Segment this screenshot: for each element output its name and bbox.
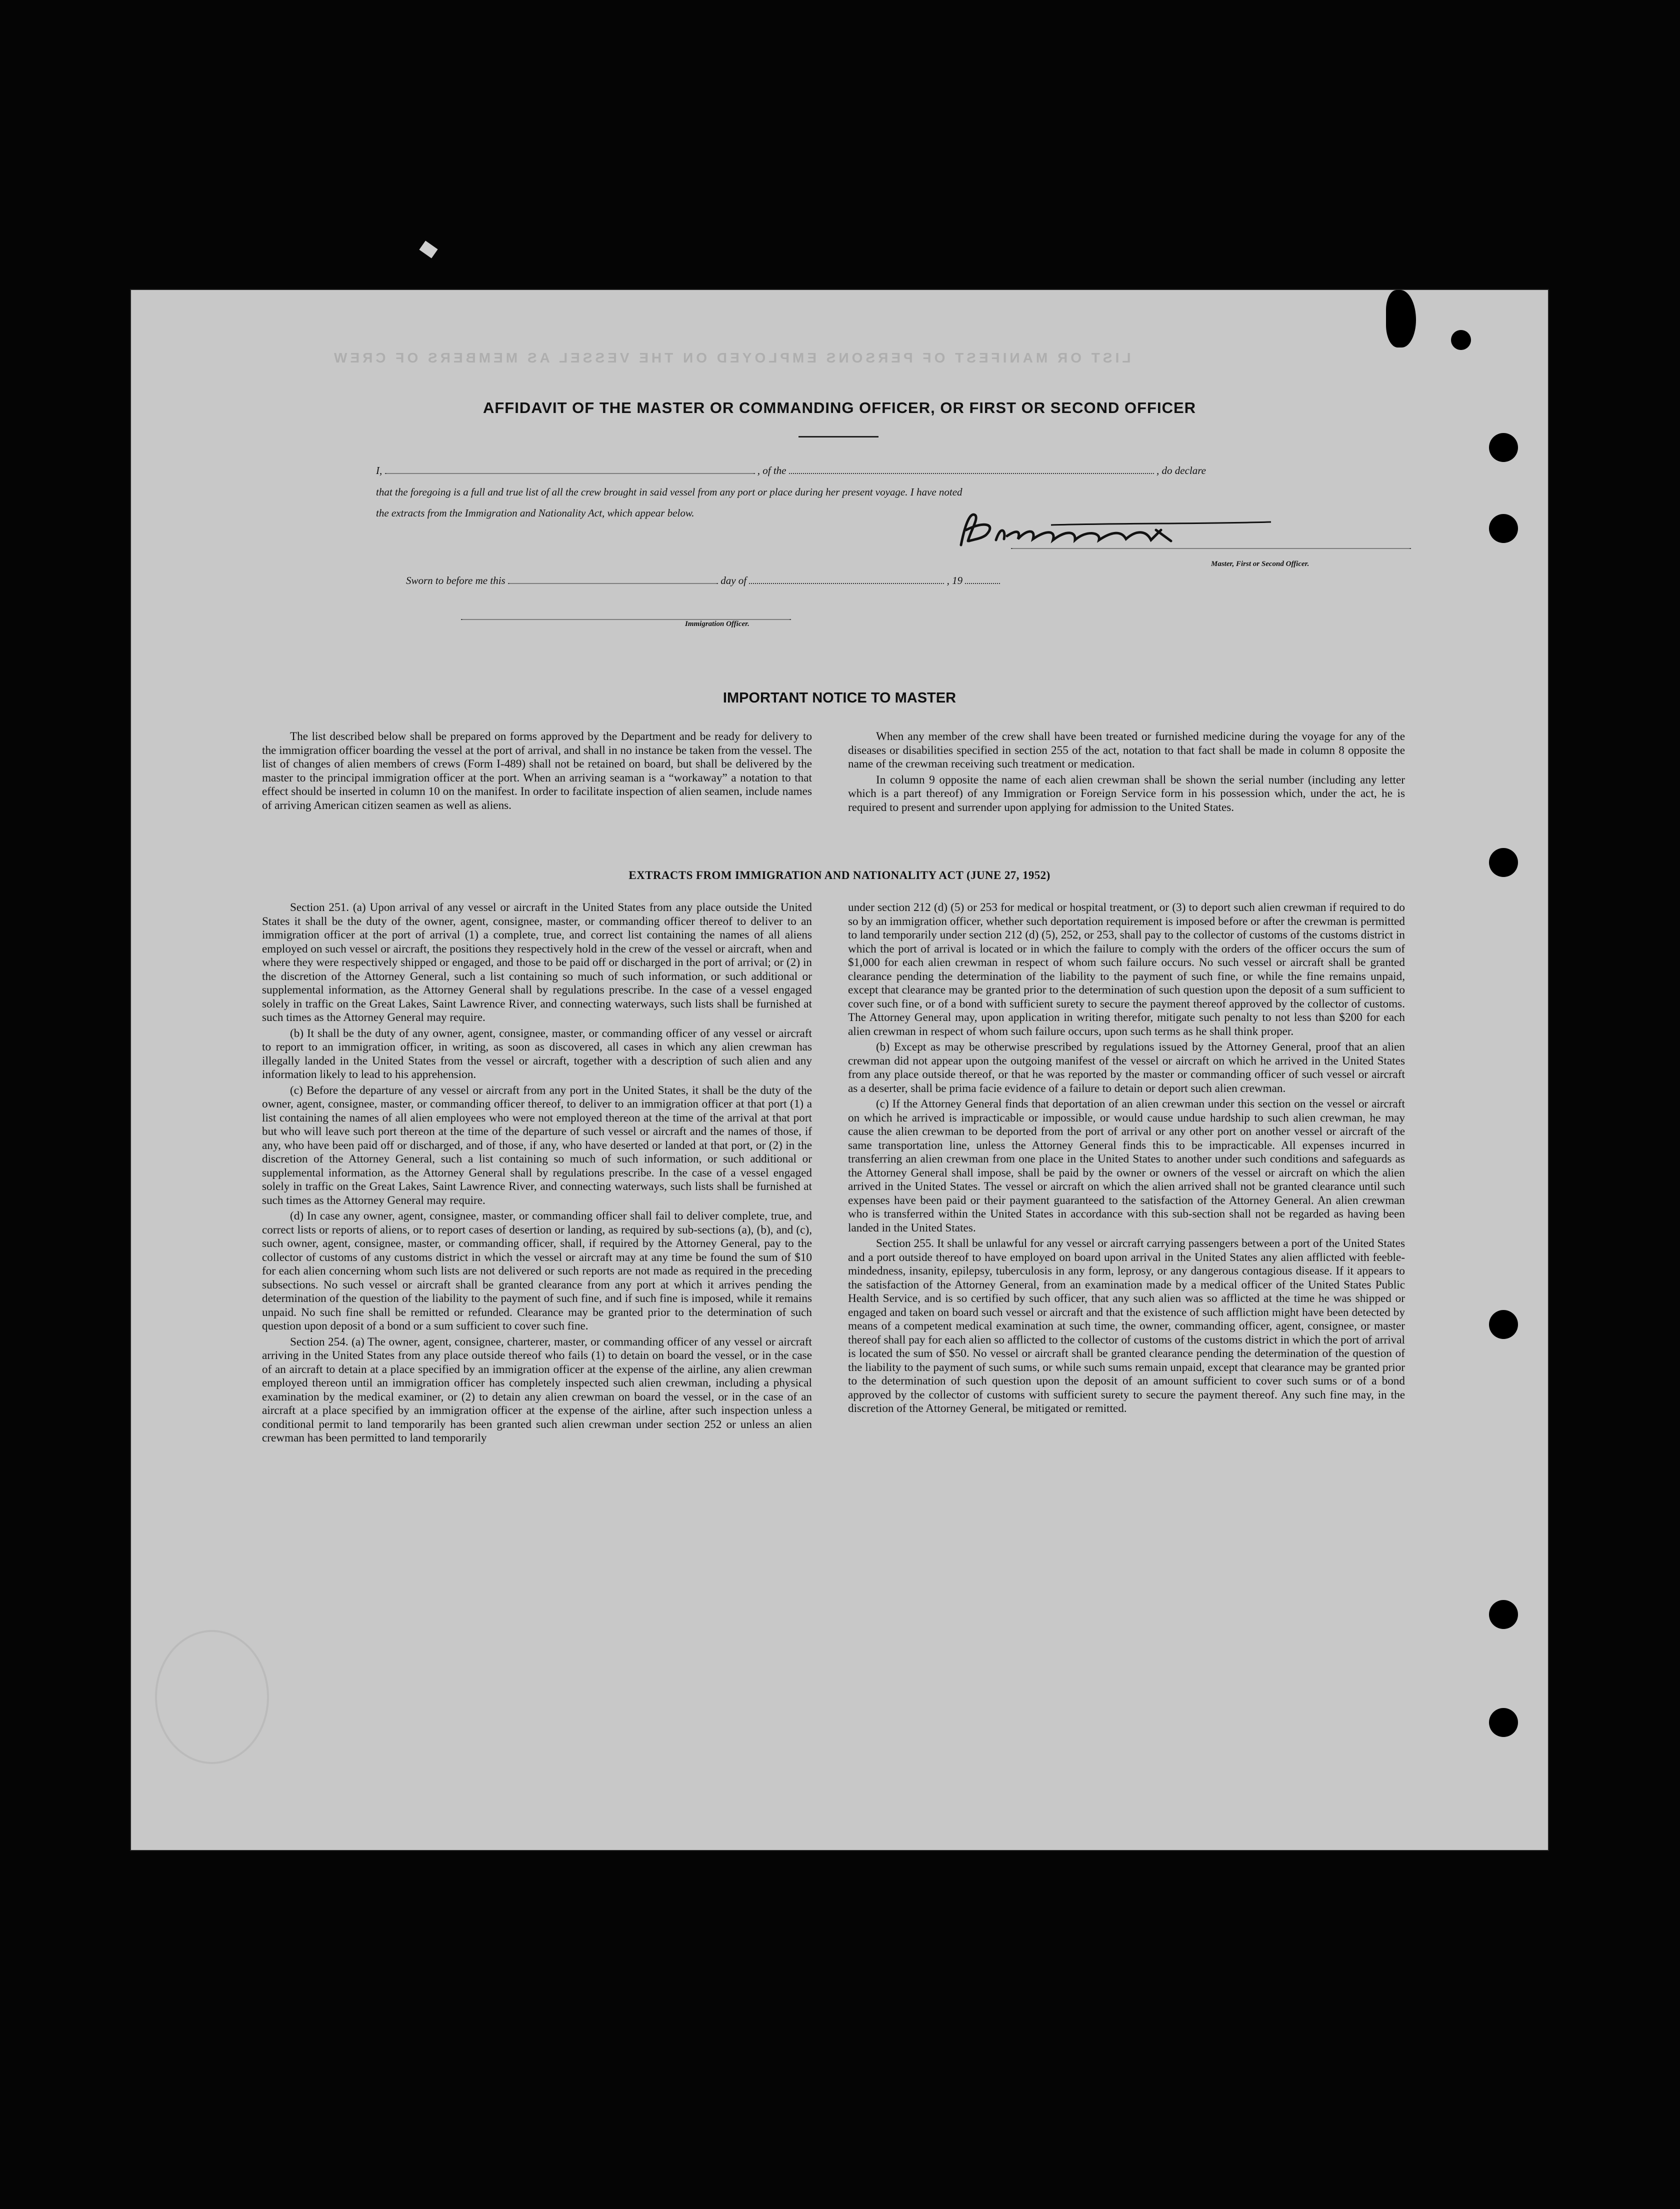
extract-paragraph: (b) It shall be the duty of any owner, agent, consignee, master, or commanding officer of any vessel or aircraft to report to an immigration officer, in writing, as soon as discovered, all cases in which any alien crewman has illegally landed in the United States from the vessel or aircraft, together with a description of such alien and any information likely to lead to his apprehension. — [262, 1026, 812, 1081]
extract-paragraph: Section 255. It shall be unlawful for any vessel or aircraft carrying passengers between a port of the United States and a port outside thereof to have employed on board upon arrival in the United States any alien afflicted with feeble-mindedness, insanity, epilepsy, tuberculosis in any form, leprosy, or any dangerous contagious disease. If it appears to the satisfaction of the Attorney General, from an examination made by a medical officer of the United States Public Health Service, and is so certified by such officer, that any such alien was so afflicted at the time he was shipped or engaged and taken on board such vessel or aircraft and that the existence of such affliction might have been detected by means of a competent medical examination at such time, the owner, commanding officer, agent, consignee, or master thereof shall pay for each alien so afflicted to the collector of customs of the customs district in which the port of arrival is located the sum of $50. No vessel or aircraft shall be granted clearance pending the determination of the question of the liability to the payment of such sums, or while such sums remain unpaid, except that clearance may be granted prior to the determination of such question upon the deposit of an amount sufficient to cover such sums or of a bond approved by the collector of customs with sufficient surety to secure the payment thereof. Any such fine may, in the discretion of the Attorney General, be mitigated or remitted. — [848, 1237, 1405, 1415]
sworn-day-blank — [508, 574, 718, 584]
punch-hole — [1489, 514, 1518, 543]
sworn-month-blank — [749, 574, 944, 584]
sworn-year: , 19 — [946, 574, 963, 586]
extract-paragraph: Section 251. (a) Upon arrival of any vessel or aircraft in the United States from any place outside the United States it shall be the duty of the owner, agent, consignee, master, or commanding officer thereof to deliver to an immigration officer at the port of arrival (1) a complete, true, and correct list containing the names of all aliens employed on such vessel or aircraft, the positions they respectively hold in the crew of the vessel or aircraft, when and where they were respectively shipped or engaged, and those to be paid off or discharged in the port of arrival; or (2) in the discretion of the Attorney General, such a list containing so much of such information, or such additional or supplemental information, as the Attorney General shall by regulations prescribe. In the case of a vessel engaged solely in traffic on the Great Lakes, Saint Lawrence River, and connecting waterways, such lists shall be furnished at such times as the Attorney General may require. — [262, 901, 812, 1024]
affidavit-statement-line-2: the extracts from the Immigration and Nationality Act, which appear below. — [376, 507, 694, 519]
punch-hole — [1489, 1708, 1518, 1737]
signature-label: Master, First or Second Officer. — [1211, 560, 1310, 568]
notice-paragraph: When any member of the crew shall have been treated or furnished medicine during the voyage for any of the diseases or disabilities specified in section 255 of the act, notation to that fact shall be made in column 8 opposite the name of the crewman receiving such treatment or medication. — [848, 730, 1405, 770]
affidavit-do-declare: , do declare — [1156, 464, 1206, 476]
vessel-blank — [789, 464, 1154, 474]
affidavit-statement-line: that the foregoing is a full and true list of all the crew brought in said vessel from any port or place during her present voyage. I have noted — [376, 486, 962, 498]
punch-hole — [1489, 433, 1518, 462]
bleed-through-heading: LIST OR MANIFEST OF PERSONS EMPLOYED ON THE VESSEL AS MEMBERS OF CREW — [331, 350, 1131, 366]
ink-blot — [1386, 290, 1416, 348]
sworn-day-of: day of — [720, 574, 747, 586]
name-blank — [385, 464, 755, 474]
scan-artifact — [419, 240, 438, 258]
officer-signature-line — [461, 610, 791, 620]
notice-left-column — [262, 730, 812, 814]
punch-hole — [1489, 1310, 1518, 1339]
extract-paragraph: (d) In case any owner, agent, consignee, master, or commanding officer shall fail to deliver complete, true, and correct lists or reports of aliens, or to report cases of desertion or landing, as required by sub-sections (a), (b), and (c), such owner, agent, consignee, master, or commanding officer, shall, if required by the Attorney General, pay to the collector of customs of any customs district in which the vessel or aircraft may at any time be found the sum of $10 for each alien concerning whom such lists are not delivered or such reports are not made as required in the preceding subsections. No such vessel or aircraft shall be granted clearance from any port at which it arrives pending the determination of the question of the liability to the payment of such fine, and if such fine is imposed, while it remains unpaid. No such fine shall be remitted or refunded. Clearance may be granted prior to the determination of such question upon deposit of a bond or a sum sufficient to cover such fine. — [262, 1210, 812, 1332]
extract-paragraph: under section 212 (d) (5) or 253 for medical or hospital treatment, or (3) to deport such alien crewman if required to do so by an immigration officer, whether such deportation requirement is imposed before or after the crewman is permitted to land temporarily under section 212 (d) (5), 252, or 253, shall pay to the collector of customs of the customs district in which the port of arrival is located or in which the failure to comply with the orders of the officer occurs the sum of $1,000 for each alien crewman in respect of whom such failure occurs. No such vessel or aircraft shall be granted clearance pending the determination of the liability to the payment of such fine, or while the fine remains unpaid, except that clearance may be granted prior to the determination of such question upon the deposit of a sum sufficient to cover such fine, or of a bond with sufficient surety to secure the payment thereof approved by the collector of customs. The Attorney General may, upon application in writing therefor, mitigate such penalty to not less than $200 for each alien crewman in respect of whom such failure occurs, upon such terms as he shall think proper. — [848, 901, 1405, 1038]
affidavit-title: AFFIDAVIT OF THE MASTER OR COMMANDING OFFICER, OR FIRST OR SECOND OFFICER — [482, 399, 1196, 416]
punch-hole — [1489, 1600, 1518, 1629]
affidavit-i: I, — [376, 464, 382, 476]
sworn-year-blank — [965, 574, 1000, 584]
extract-paragraph: (c) If the Attorney General finds that deportation of an alien crewman under this section on the vessel or aircraft on which he arrived is impracticable or impossible, or would cause undue hardship to such alien crewman, he may cause the alien crewman to be deported from the port of arrival or any other port on another vessel or aircraft of the same transportation line, unless the Attorney General finds this to be impracticable. All expenses incurred in transferring an alien crewman from one place in the United States to another under such conditions and safeguards as the Attorney General shall impose, shall be paid by the owner or owners of the vessel or aircraft on which the alien arrived in the United States. The vessel or aircraft on which the alien arrived shall not be granted clearance until such expenses have been paid or their payment guaranteed to the satisfaction of the Attorney General. An alien crewman who is transferred within the United States in accordance with this sub-section shall not be regarded as having been landed in the United States. — [848, 1098, 1405, 1234]
affidavit-declaration-line — [376, 464, 1206, 477]
affidavit-of-the: , of the — [757, 464, 786, 476]
sworn-line — [406, 574, 1000, 587]
extracts-title: EXTRACTS FROM IMMIGRATION AND NATIONALITY ACT (JUNE 27, 1952) — [628, 869, 1050, 882]
extracts-left-column — [262, 901, 812, 1448]
sworn-prefix: Sworn to before me this — [406, 574, 506, 586]
embossed-seal — [155, 1630, 269, 1764]
extract-paragraph: (b) Except as may be otherwise prescribed by regulations issued by the Attorney General, proof that an alien crewman did not appear upon the outgoing manifest of the vessel or aircraft on which he arrived in the United States from any place outside thereof, or that he was reported by the master or commanding officer of such vessel or aircraft as a deserter, shall be prima facie evidence of a failure to detain or deport such alien crewman. — [848, 1040, 1405, 1095]
extract-paragraph: Section 254. (a) The owner, agent, consignee, charterer, master, or commanding officer of any vessel or aircraft arriving in the United States from any place outside thereof who fails (1) to detain on board the vessel, or in the case of an aircraft to detain at a place specified by an immigration officer at the expense of the airline, any alien crewman employed thereon until an immigration officer has completely inspected such alien crewman, including a physical examination by the medical examiner, or (2) to detain any alien crewman on board the vessel, or in the case of an aircraft at a place specified by an immigration officer at the expense of the airline, after such inspection unless a conditional permit to land temporarily has been granted such alien crewman under section 252 or unless an alien crewman has been permitted to land temporarily — [262, 1335, 812, 1444]
extract-paragraph: (c) Before the departure of any vessel or aircraft from any port in the United States, it shall be the duty of the owner, agent, consignee, master, or commanding officer thereof, to deliver to an immigration officer at that port (1) a list containing the names of all alien employees who were not employed thereon at the time of the arrival at that port but who will leave such port thereon at the time of the departure of such vessel or aircraft and the names of those, if any, who have been paid off or discharged, and of those, if any, who have deserted or landed at that port, or (2) in the discretion of the Attorney General, such a list containing so much of such information, or such additional or supplemental information, as the Attorney General shall by regulations prescribe. In the case of a vessel engaged solely in traffic on the Great Lakes, Saint Lawrence River, and connecting waterways, such lists shall be furnished at such times as the Attorney General may require. — [262, 1084, 812, 1207]
signature-line — [1011, 539, 1411, 549]
notice-paragraph: The list described below shall be prepared on forms approved by the Department and be ready for delivery to the immigration officer boarding the vessel at the port of arrival, and shall in no instance be taken from the vessel. The list of changes of alien members of crews (Form I-489) shall not be retained on board, but shall be delivered by the master to the principal immigration officer at the port. When an arriving seaman is a “workaway” a notation to that effect should be inserted in column 10 on the manifest. In order to facilitate inspection of alien seamen, include names of arriving American citizen seamen as well as aliens. — [262, 730, 812, 812]
title-divider — [798, 436, 878, 438]
extracts-right-column — [848, 901, 1405, 1418]
document-page — [131, 290, 1548, 1850]
notice-title: IMPORTANT NOTICE TO MASTER — [722, 690, 956, 706]
punch-hole — [1451, 330, 1471, 350]
notice-paragraph: In column 9 opposite the name of each alien crewman shall be shown the serial number (including any letter which is a part thereof) of any Immigration or Foreign Service form in his possession which, under the act, he is required to present and surrender upon applying for admission to the United States. — [848, 773, 1405, 814]
officer-label: Immigration Officer. — [685, 620, 750, 628]
notice-right-column — [848, 730, 1405, 816]
